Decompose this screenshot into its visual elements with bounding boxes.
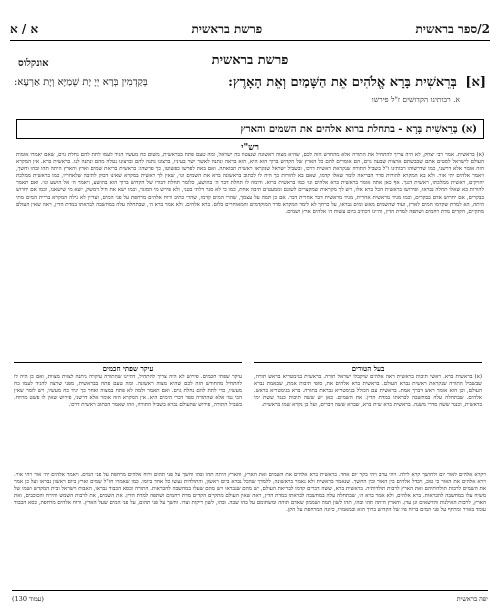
page-footer	[12, 590, 488, 605]
column-heading-left: עיקר שפתי חכמים	[102, 364, 154, 373]
parsha-title: פרשת בראשית	[211, 53, 289, 68]
footer-title: יפה בראשית	[456, 595, 488, 603]
verse-targum: בְּקַדְמִין בְּרָא יְיָ יָת שְׁמַיָּא וְיָת אַרְעָא:	[14, 76, 148, 88]
column-heading-right: בעל הטורים	[351, 364, 385, 373]
header-book-label: 2/ספר בראשית	[415, 21, 490, 36]
verse-number: [א]	[465, 75, 486, 90]
running-header	[10, 20, 490, 41]
column-text: עיקר שפתי חכמים. פירוש לא היה צריך להתחיל, דהיינו שהתורה עיקרה ניתנה לצוות מצוות, ואם כן היה לו להתחיל מהחודש הזה לכם שהיא מצוה ראשונה. ומה טעם פתח בבראשית, מפני שרצה להגיד לעמו כח מעשיו, כדי לתת להם נחלת גוים. ואם תאמר ולמה לא פתח במצוה ואחר כך יגיד כח מעשיו, ויש לומר שאין הכי נמי אלא שהתורה ספר דברי הימים היא. אין המקרא הזה אומר אלא דרשני, פירוש שאין לו פשט מרווח. בשביל התורה, פירוש שהעולם נברא בשביל התורה, וזהו שאמר הכתוב ראשית דרכו.	[14, 374, 242, 409]
verse-hebrew	[228, 74, 486, 90]
bottom-paragraph: ויקרא אלהים לאור יום ולחושך קרא לילה. ויהי ערב ויהי בקר יום אחד. בראשית ברא אלהים את השמים ואת הארץ, והארץ היתה תהו ובהו וחשך על פני תהום ורוח אלהים מרחפת על פני המים. ויאמר אלהים יהי אור ויהי אור. וירא אלהים את האור כי טוב, ויבדל אלהים בין האור ובין החשך. שנאמר בראשית ולא נאמר בראשונה, ללמדך שהכל נברא ביום ראשון, והתולדות נעשו כל אחד ביומו. כמו שאמרו חז"ל שמים וארץ ביום ראשון נבראו ועל כן אמר את השמים לרבות תולדותיהם ואת הארץ לרבות תולדותיה. בראשית ברא, ששה דברים קדמו לבריאת העולם, יש מהם שנבראו ויש מהם שעלו במחשבה להבראות. התורה וכסא הכבוד נבראו, האבות וישראל ובית המקדש ושמו של משיח עלו במחשבה להבראות. ברא אלהים, ולא אמר ברא ה׳, שבתחלה עלה במחשבה לבראתו במדת הדין, ראה שאין העולם מתקיים הקדים מדת רחמים ושתפה למדת הדין. את השמים, את לרבות השמש והירח והכוכבים, ואת הארץ, לרבות האילנות והדשאים וגן עדן. והארץ היתה תהו ובהו, תהו לשון תמה ושממון שאדם תוהה ומשתומם על בהו שבה. ובהו, לשון ריקות וצדו. וחשך על פני תהום, על פני המים שעל הארץ. ורוח אלהים מרחפת, כסא הכבוד עומד באויר ומרחף על פני המים ברוח פיו של הקדוש ברוך הוא ובמאמרו, כיונה המרחפת על הקן.	[14, 472, 486, 514]
verse-footnote: א. רבותינו הקדושים ז"ל פירשו	[371, 95, 460, 104]
rashi-commentary	[16, 152, 484, 358]
verse-box: (א) בְּרֵאשִׁית בָּרָא - בתחלת ברוא אלהים את השמים והארץ	[16, 119, 484, 139]
divider	[254, 362, 482, 363]
siftei-chachamim-column	[14, 374, 242, 466]
header-chapter-verse: א / א	[10, 21, 39, 36]
bottom-commentary	[14, 472, 486, 586]
footer-page-number: (עמוד 130)	[12, 595, 44, 603]
verse-line	[14, 71, 486, 93]
divider	[14, 362, 242, 363]
rashi-paragraph: (א) בראשית. אמר רבי יצחק, לא היה צריך להתחיל את התורה אלא מהחדש הזה לכם, שהיא מצוה ראשונה שנצטוו בה ישראל, ומה טעם פתח בבראשית, משום כח מעשיו הגיד לעמו לתת להם נחלת גוים, שאם יאמרו אומות העולם לישראל לסטים אתם שכבשתם ארצות שבעה גוים, הם אומרים להם כל הארץ של הקדוש ברוך הוא היא, הוא בראה ונתנה לאשר ישר בעיניו, ברצונו נתנה להם וברצונו נטלה מהם ונתנה לנו. בראשית ברא. אין המקרא הזה אומר אלא דרשני, כמו שדרשוהו רבותינו ז"ל בשביל התורה שנקראת ראשית דרכו, ובשביל ישראל שנקראו ראשית תבואתה. ואם באת לפרשו כפשוטו, כך פרשהו: בראשית בריאת שמים וארץ והארץ היתה תהו ובהו וחשך, ויאמר אלהים יהי אור. ולא בא המקרא להורות סדר הבריאה לומר שאלו קדמו, שאם בא להורות כך היה לו לכתוב בראשונה ברא את השמים וגו׳, שאין לך ראשית במקרא שאינו דבוק לתיבה שלאחריו, כמו בראשית ממלכת יהויקים, ראשית ממלכתו, ראשית דגנך. אף כאן אתה אומר בראשית ברא אלהים וגו׳ כמו בראשית ברוא. ודומה לו תחלת דבר ה׳ בהושע, כלומר תחלת דבורו של הקדוש ברוך הוא בהושע, ויאמר ה׳ אל הושע וגו׳. ואם תאמר להורות בא שאלו תחלה נבראו, ופירושו בראשית הכל ברא אלו, ויש לך מקראות שמקצרים לשונם וממעטים תיבה אחת, כמו כי לא סגר דלתי בטני, ולא פירש מי הסוגר, וכמו ישא את חיל דמשק, ישא מי שישאנו, וכמו אם יחרוש בבקרים, אם יחרוש אדם בבקרים, וכמו מגיד מראשית אחרית, מגיד מראשית דבר אחרית דבר. אם כן תמה על עצמך, שהרי המים קדמו, שהרי כתיב ורוח אלהים מרחפת על פני המים, ועדיין לא גילה המקרא בריית המים מתי היתה, הא למדת שקדמו המים לארץ, ועוד שהשמים מאש ומים נבראו, על כרחך לא לימד המקרא סדר המוקדמים והמאוחרים כלום. ברא אלהים. ולא אמר ברא ה׳, שבתחלה עלה במחשבה לבראתו במדת הדין, ראה שאין העולם מתקיים, הקדים מדת רחמים ושתפה למדת הדין, והיינו דכתיב ביום עשות ה׳ אלהים ארץ ושמים.	[16, 152, 484, 215]
column-text: (א) בראשית ברא. ראשי תיבות בראשית ראה אלהים שיקבלו ישראל תורה. בראשית בגימטריא בראש תורה, שבשביל התורה שנקראת ראשית נברא העולם. בראשית ברא אלהים את, סופי תיבות אמת, שבאמת נברא העולם, וכן הוא אומר ראש דברך אמת. בראשית עם הכולל בגימטריא נבראת בתורה. ברא בגימטריא בראש. אלהים. שבתחלה עלה במחשבה לבראתו במדת הדין. את השמים. כאן יש ששה תיבות כנגד ששת ימי בראשית, וכנגד ששה סדרי משנה. בראשית ברא שית ברא, שברא ששה דברים, ועל כן נקרא שמו בראשית.	[254, 374, 482, 409]
verse-text: בְּרֵאשִׁית בָּרָא אֱלֹהִים אֵת הַשָּׁמַיִם וְאֵת הָאָרֶץ:	[228, 75, 457, 90]
baal-haturim-column	[254, 374, 482, 466]
onkelos-label: אונקלוס	[18, 58, 49, 69]
header-parsha-label: פרשת בראשית	[191, 21, 263, 36]
rashi-label: רש"י	[241, 143, 259, 153]
